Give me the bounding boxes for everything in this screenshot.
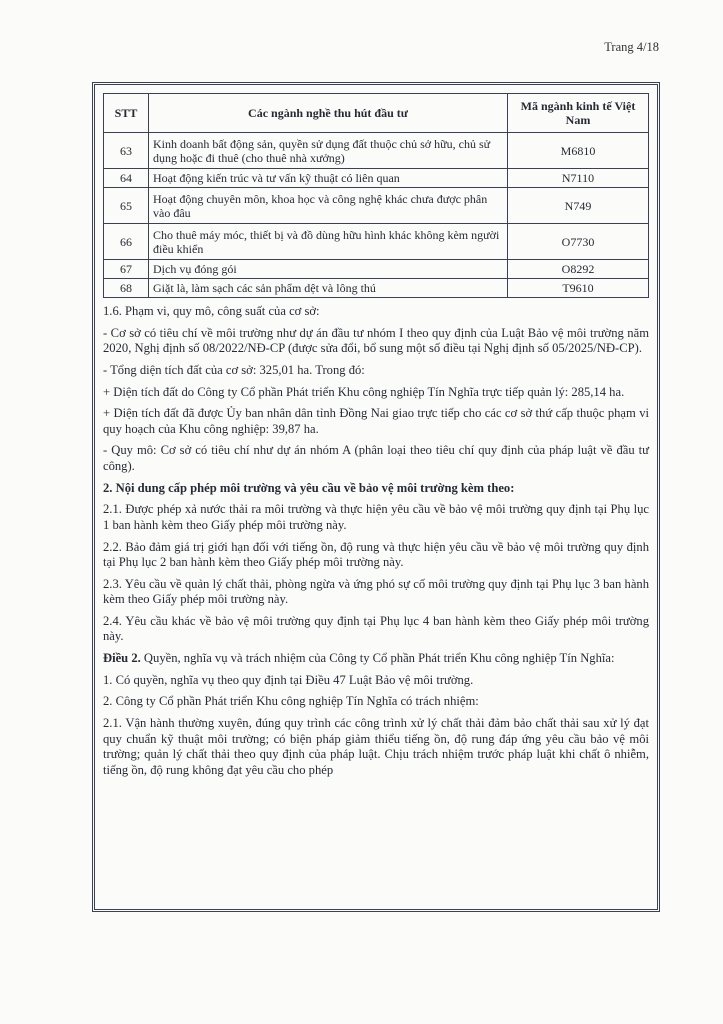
row-stt: 65	[104, 188, 149, 224]
paragraph-allocated-area: + Diện tích đất đã được Ủy ban nhân dân tỉnh Đồng Nai giao trực tiếp cho các cơ sở thứ cấp thuộc phạm vi quy hoạch của Khu công nghiệp: 39,87 ha.	[103, 406, 649, 436]
paragraph-rights: 1. Có quyền, nghĩa vụ theo quy định tại Điều 47 Luật Bảo vệ môi trường.	[103, 672, 474, 687]
paragraph-responsibility-2-1: 2.1. Vận hành thường xuyên, đúng quy trình các công trình xử lý chất thải đảm bảo chất thải sau xử lý đạt quy chuẩn kỹ thuật môi trường; có biện pháp giảm thiểu tiếng ồn, độ rung đáp ứng yêu cầu bảo vệ môi trường; quản lý chất thải theo quy định của pháp luật. Chịu trách nhiệm trước pháp luật khi chất ô nhiễm, tiếng ồn, độ rung không đạt yêu cầu cho phép	[103, 716, 649, 777]
paragraph-2-1: 2.1. Được phép xả nước thải ra môi trường và thực hiện yêu cầu về bảo vệ môi trường quy định tại Phụ lục 1 ban hành kèm theo Giấy phép môi trường này.	[103, 502, 649, 532]
document-body	[103, 304, 649, 778]
paragraph-total-area: - Tổng diện tích đất của cơ sở: 325,01 ha. Trong đó:	[103, 362, 365, 377]
paragraph-responsibilities: 2. Công ty Cổ phần Phát triển Khu công nghiệp Tín Nghĩa có trách nhiệm:	[103, 694, 479, 709]
paragraph-2-3: 2.3. Yêu cầu về quản lý chất thải, phòng ngừa và ứng phó sự cố môi trường quy định tại Phụ lục 3 ban hành kèm theo Giấy phép môi trường này.	[103, 576, 649, 607]
row-sector-name: Giặt là, làm sạch các sản phẩm dệt và lông thú	[149, 279, 508, 298]
article-2-paragraph	[103, 651, 649, 667]
row-sector-name: Hoạt động chuyên môn, khoa học và công nghệ khác chưa được phân vào đâu	[149, 188, 508, 224]
table-header-row	[104, 94, 649, 133]
row-stt: 68	[104, 279, 149, 298]
row-economic-code: T9610	[508, 279, 649, 298]
table-row	[104, 260, 649, 279]
row-economic-code: O7730	[508, 224, 649, 260]
row-economic-code: M6810	[508, 133, 649, 169]
table-row	[104, 133, 649, 169]
table-row	[104, 279, 649, 298]
section-permit-content-heading: 2. Nội dung cấp phép môi trường và yêu cầu về bảo vệ môi trường kèm theo:	[103, 480, 515, 495]
page-number: Trang 4/18	[604, 40, 659, 54]
header-stt: STT	[104, 94, 149, 133]
header-sector-name: Các ngành nghề thu hút đầu tư	[149, 94, 508, 133]
paragraph-scale: - Quy mô: Cơ sở có tiêu chí như dự án nhóm A (phân loại theo tiêu chí quy định của pháp luật về đầu tư công).	[103, 443, 649, 473]
row-sector-name: Cho thuê máy móc, thiết bị và đồ dùng hữu hình khác không kèm người điều khiển	[149, 224, 508, 260]
row-stt: 66	[104, 224, 149, 260]
paragraph-environmental-criteria: - Cơ sở có tiêu chí về môi trường như dự án đầu tư nhóm I theo quy định của Luật Bảo vệ môi trường năm 2020, Nghị định số 08/2022/NĐ-CP (được sửa đổi, bổ sung một số điều tại Nghị định số 05/2025/NĐ-CP).	[103, 325, 649, 356]
article-2-text: Quyền, nghĩa vụ và trách nhiệm của Công ty Cổ phần Phát triển Khu công nghiệp Tín Nghĩa:	[140, 651, 615, 666]
row-sector-name: Dịch vụ đóng gói	[149, 260, 508, 279]
row-sector-name: Hoạt động kiến trúc và tư vấn kỹ thuật có liên quan	[149, 169, 508, 188]
paragraph-2-4: 2.4. Yêu cầu khác về bảo vệ môi trường quy định tại Phụ lục 4 ban hành kèm theo Giấy phép môi trường này.	[103, 613, 649, 644]
paragraph-managed-area: + Diện tích đất do Công ty Cổ phần Phát triển Khu công nghiệp Tín Nghĩa trực tiếp quản lý: 285,14 ha.	[103, 384, 625, 399]
row-economic-code: N7110	[508, 169, 649, 188]
table-row	[104, 224, 649, 260]
row-stt: 67	[104, 260, 149, 279]
table-row	[104, 169, 649, 188]
row-stt: 63	[104, 133, 149, 169]
document-frame	[92, 82, 660, 912]
header-economic-code: Mã ngành kinh tế Việt Nam	[508, 94, 649, 133]
row-sector-name: Kinh doanh bất động sản, quyền sử dụng đất thuộc chủ sở hữu, chủ sử dụng hoặc đi thuê (cho thuê nhà xưởng)	[149, 133, 508, 169]
table-row	[104, 188, 649, 224]
investment-sectors-table	[103, 93, 649, 298]
section-scope-heading: 1.6. Phạm vi, quy mô, công suất của cơ sở:	[103, 304, 320, 318]
article-2-label: Điều 2.	[103, 651, 141, 666]
row-stt: 64	[104, 169, 149, 188]
row-economic-code: O8292	[508, 260, 649, 279]
row-economic-code: N749	[508, 188, 649, 224]
paragraph-2-2: 2.2. Bảo đảm giá trị giới hạn đối với tiếng ồn, độ rung và thực hiện yêu cầu về bảo vệ môi trường quy định tại Phụ lục 2 ban hành kèm theo Giấy phép môi trường này.	[103, 539, 649, 569]
